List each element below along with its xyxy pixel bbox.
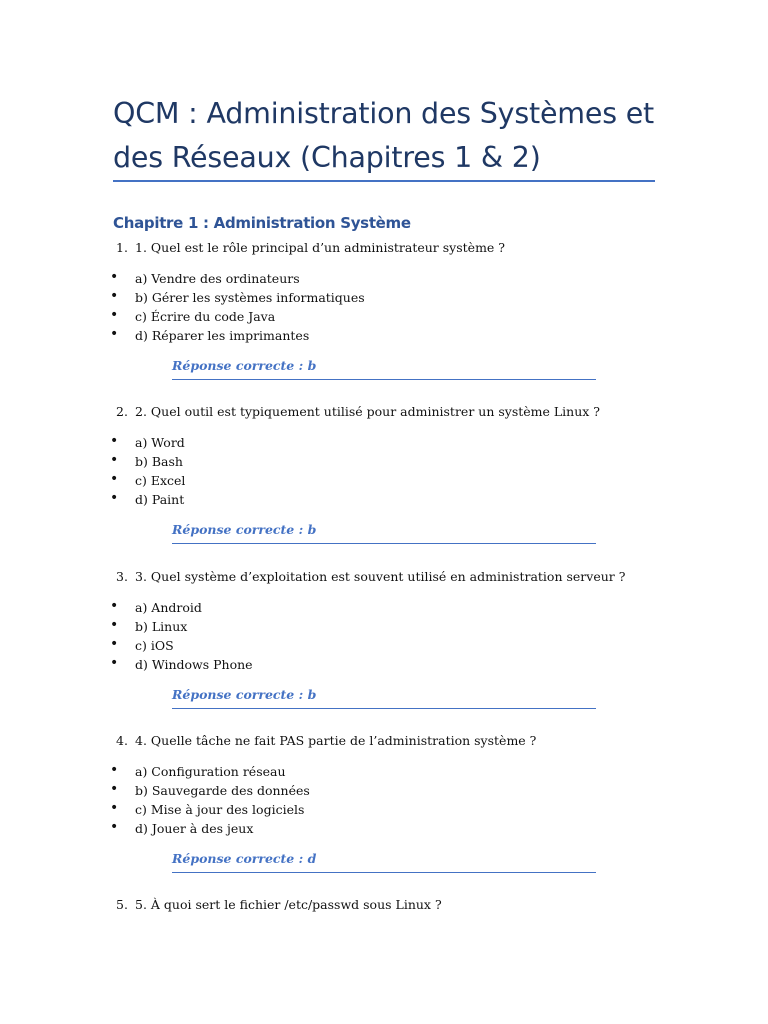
bullet-icon: •	[110, 819, 119, 835]
bullet-icon: •	[110, 781, 119, 797]
bullet-icon: •	[110, 490, 119, 506]
option-text: a) Word	[135, 435, 185, 450]
question-number: 3.	[116, 569, 128, 584]
option-b	[0, 452, 600, 471]
correct-answer: Réponse correcte : b	[172, 522, 317, 537]
chapter-heading: Chapitre 1 : Administration Système	[113, 214, 411, 232]
bullet-icon: •	[110, 452, 119, 468]
bullet-icon: •	[110, 326, 119, 342]
option-text: a) Vendre des ordinateurs	[135, 271, 300, 286]
option-a	[0, 762, 600, 781]
option-text: b) Bash	[135, 454, 183, 469]
bullet-icon: •	[110, 288, 119, 304]
bullet-icon: •	[110, 617, 119, 633]
answer-underline	[172, 872, 596, 873]
document-title: QCM : Administration des Systèmes et des Réseaux (Chapitres 1 & 2)	[113, 97, 655, 174]
correct-answer: Réponse correcte : b	[172, 358, 317, 373]
option-c	[0, 636, 600, 655]
option-c	[0, 471, 600, 490]
option-text: c) Mise à jour des logiciels	[135, 802, 305, 817]
option-text: a) Configuration réseau	[135, 764, 286, 779]
bullet-icon: •	[110, 598, 119, 614]
question-text: 2. Quel outil est typiquement utilisé pour administrer un système Linux ?	[135, 404, 601, 419]
question-number: 4.	[116, 733, 128, 748]
option-text: c) Écrire du code Java	[135, 309, 276, 324]
option-b	[0, 781, 600, 800]
correct-answer: Réponse correcte : d	[172, 851, 317, 866]
option-d	[0, 490, 600, 509]
option-d	[0, 819, 600, 838]
question-text: 1. Quel est le rôle principal d’un administrateur système ?	[135, 240, 505, 255]
answer-underline	[172, 379, 596, 380]
question-text: 3. Quel système d’exploitation est souvent utilisé en administration serveur ?	[135, 569, 626, 584]
question-text: 4. Quelle tâche ne fait PAS partie de l’administration système ?	[135, 733, 537, 748]
question-1	[0, 239, 768, 399]
bullet-icon: •	[110, 762, 119, 778]
option-text: d) Paint	[135, 492, 185, 507]
question-text: 5. À quoi sert le fichier /etc/passwd sous Linux ?	[135, 897, 442, 912]
option-text: d) Windows Phone	[135, 657, 253, 672]
option-b	[0, 288, 600, 307]
answer-underline	[172, 708, 596, 709]
option-text: d) Réparer les imprimantes	[135, 328, 310, 343]
question-2	[0, 403, 768, 563]
question-3	[0, 568, 768, 728]
option-d	[0, 326, 600, 345]
option-b	[0, 617, 600, 636]
option-a	[0, 269, 600, 288]
option-text: b) Sauvegarde des données	[135, 783, 310, 798]
answer-underline	[172, 543, 596, 544]
option-c	[0, 800, 600, 819]
option-text: c) iOS	[135, 638, 174, 653]
bullet-icon: •	[110, 655, 119, 671]
question-4	[0, 732, 768, 892]
bullet-icon: •	[110, 800, 119, 816]
option-text: d) Jouer à des jeux	[135, 821, 254, 836]
correct-answer: Réponse correcte : b	[172, 687, 317, 702]
bullet-icon: •	[110, 269, 119, 285]
question-5	[0, 896, 768, 936]
bullet-icon: •	[110, 307, 119, 323]
option-c	[0, 307, 600, 326]
option-text: b) Linux	[135, 619, 188, 634]
option-text: b) Gérer les systèmes informatiques	[135, 290, 365, 305]
bullet-icon: •	[110, 636, 119, 652]
question-number: 5.	[116, 897, 128, 912]
option-a	[0, 598, 600, 617]
question-number: 2.	[116, 404, 128, 419]
question-number: 1.	[116, 240, 128, 255]
title-underline	[113, 180, 655, 182]
option-a	[0, 433, 600, 452]
option-text: a) Android	[135, 600, 202, 615]
option-text: c) Excel	[135, 473, 186, 488]
bullet-icon: •	[110, 471, 119, 487]
option-d	[0, 655, 600, 674]
bullet-icon: •	[110, 433, 119, 449]
